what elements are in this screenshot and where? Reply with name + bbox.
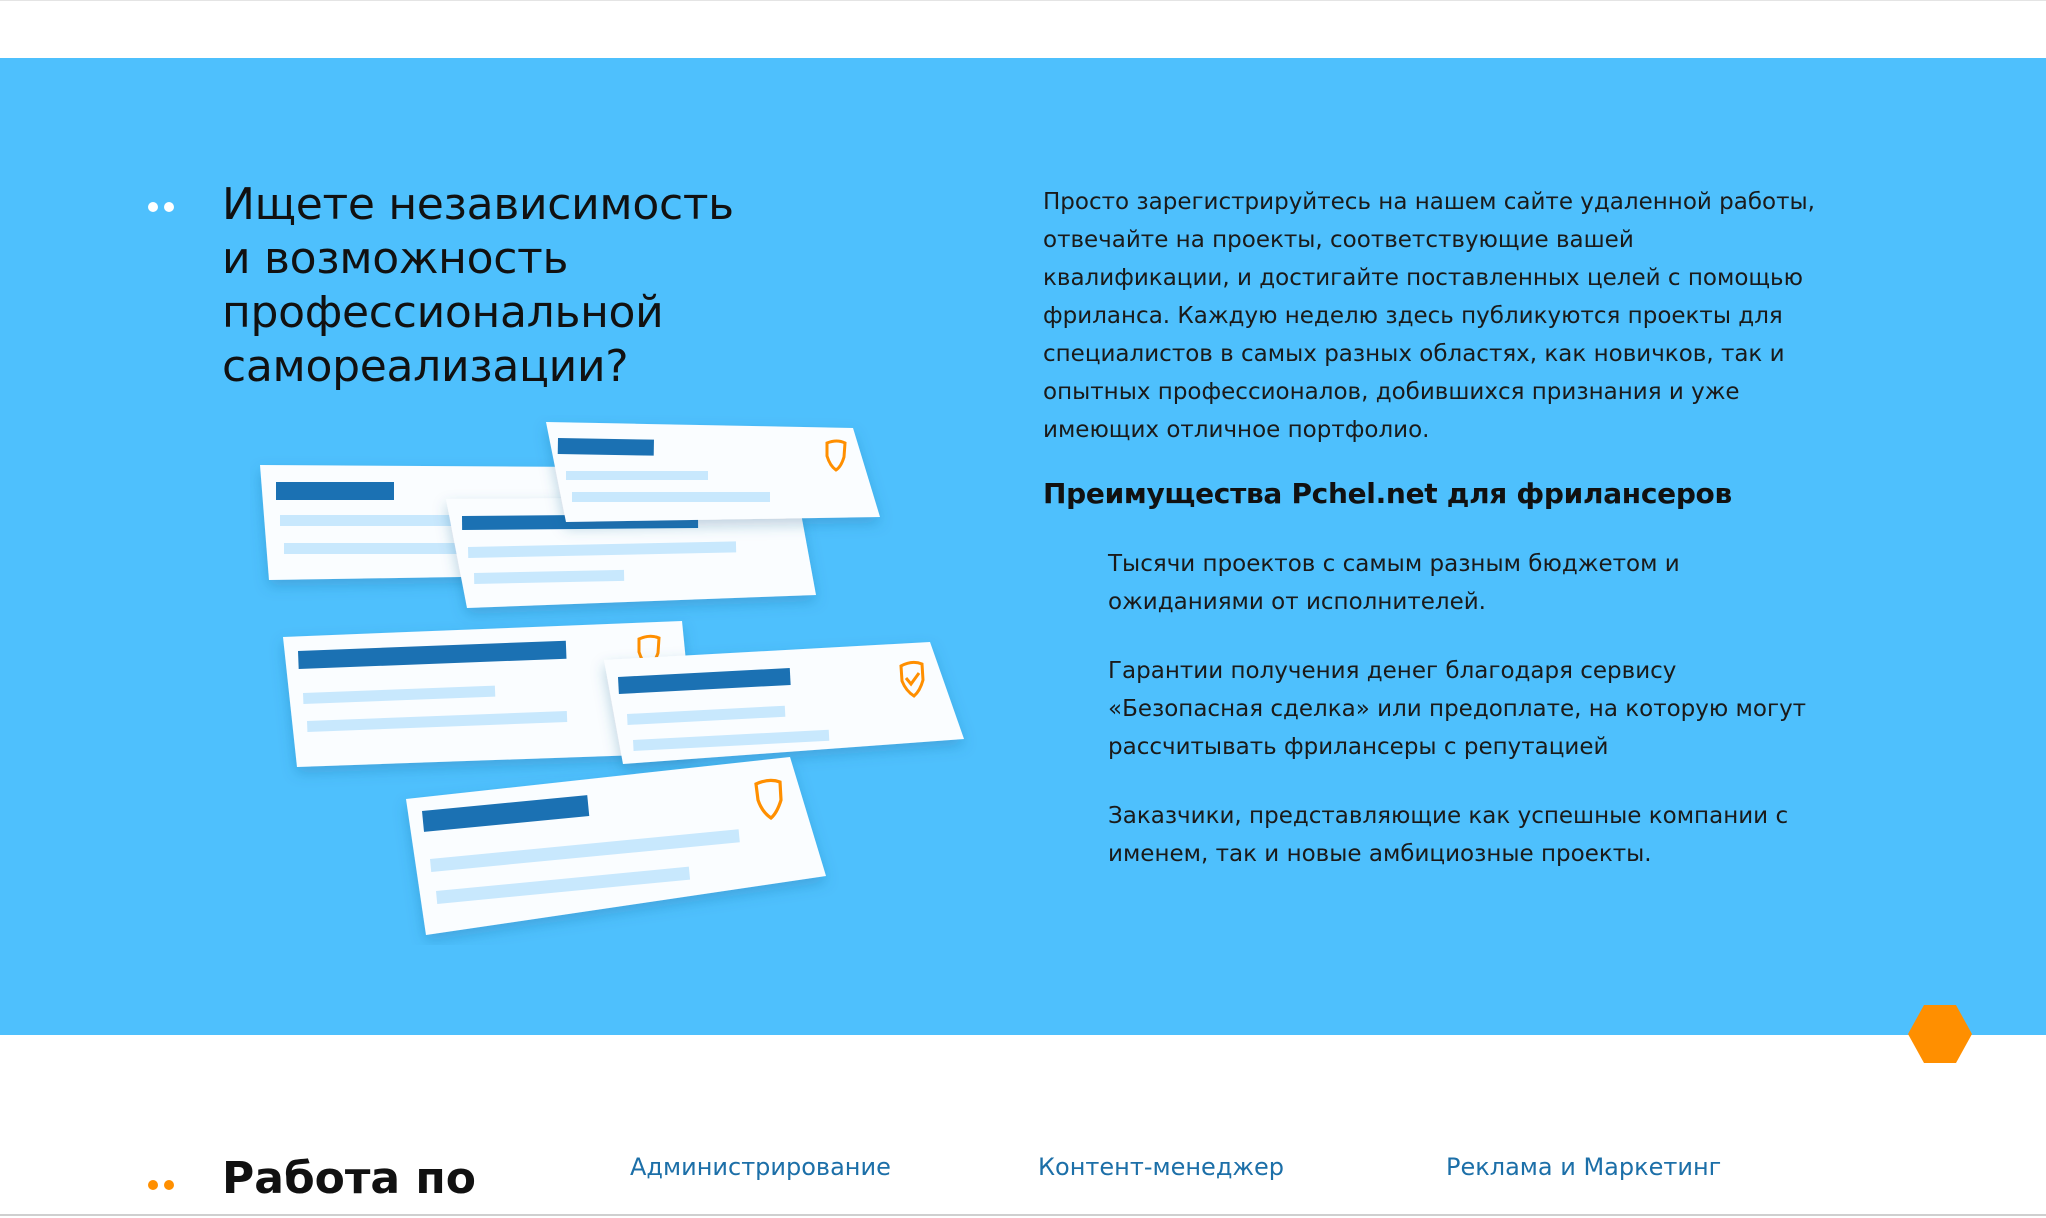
- work-section-title: Работа по: [222, 1153, 477, 1204]
- category-link-advertising-marketing[interactable]: Реклама и Маркетинг: [1446, 1153, 1722, 1181]
- benefits-title: Преимущества Pchel.net для фрилансеров: [1043, 477, 1732, 510]
- double-dot-icon: [148, 202, 174, 212]
- viewport-bottom-edge: [0, 1214, 2046, 1216]
- category-link-content-manager[interactable]: Контент-менеджер: [1038, 1153, 1285, 1181]
- project-card: [604, 642, 964, 764]
- project-card: [546, 422, 880, 522]
- benefit-item: Заказчики, представляющие как успешные компании с именем, так и новые амбициозные проекты.: [1108, 803, 1789, 867]
- top-strip: [0, 0, 2046, 58]
- category-link-administration[interactable]: Администрирование: [630, 1153, 891, 1181]
- hero-title: Ищете независимость и возможность профессиональной самореализации?: [222, 179, 734, 392]
- double-dot-icon: [148, 1180, 174, 1190]
- project-card: [406, 757, 826, 935]
- benefit-item: Тысячи проектов с самым разным бюджетом и ожиданиями от исполнителей.: [1108, 551, 1680, 615]
- hero-description: Просто зарегистрируйтесь на нашем сайте удаленной работы, отвечайте на проекты, соответствующие вашей квалификации, и достигайте поставленных целей с помощью фриланса. Каждую неделю здесь публикуются проекты для специалистов в самых разных областях, как новичков, так и опытных профессионалов, добившихся признания и уже имеющих отличное портфолио.: [1043, 189, 1815, 443]
- benefit-item: Гарантии получения денег благодаря сервису «Безопасная сделка» или предоплате, на которую могут рассчитывать фрилансеры с репутацией: [1108, 658, 1807, 760]
- project-cards-illustration: [250, 415, 980, 945]
